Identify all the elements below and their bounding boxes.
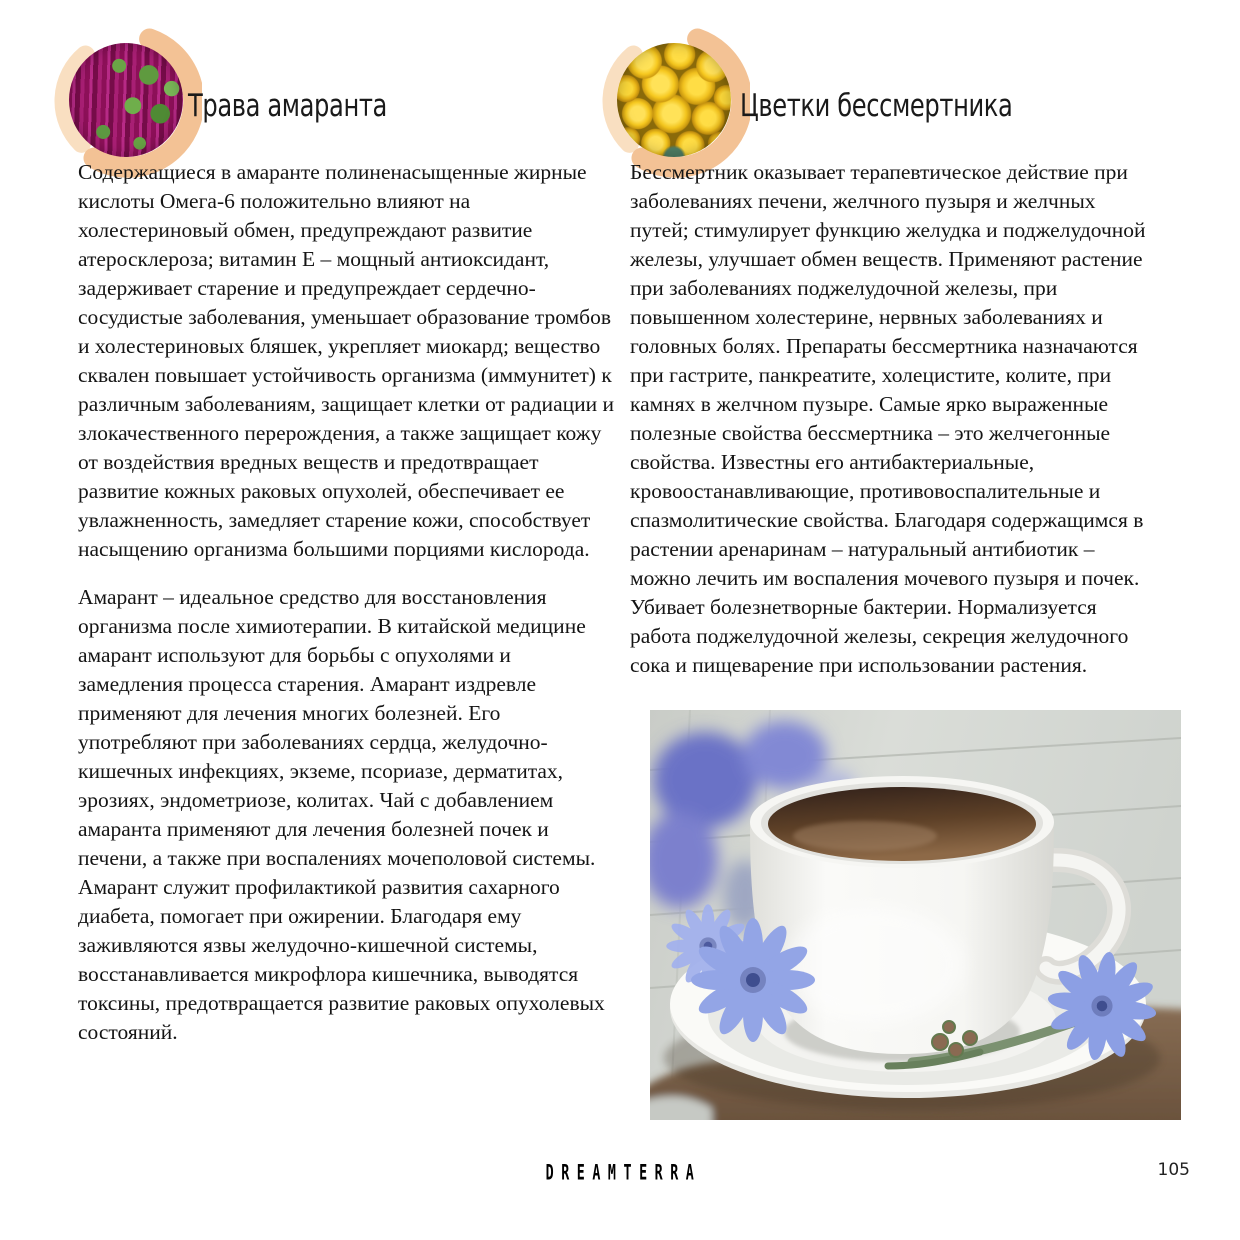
chicory-tea-cup-photo — [650, 710, 1181, 1120]
immortelle-photo — [617, 43, 731, 157]
page-number: 105 — [1157, 1160, 1190, 1180]
left-section-title: Трава амаранта — [188, 88, 387, 124]
brand-logo — [0, 1157, 1240, 1189]
paragraph: Бессмертник оказывает терапевтическое действие при заболеваниях печени, желчного пузыря и желчных путей; стимулирует функцию желудка и поджелудочной железы, улучшает обмен веществ. Применяют растение при заболеваниях поджелудочной железы, при повышенном холестерине, нервных заболеваниях и головных болях. Препараты бессмертника назначаются при гастрите, панкреатите, холецистите, колите, при камнях в желчном пузыре. Самые ярко выраженные полезные свойства бессмертника – это желчегонные свойства. Известны его антибактериальные, кровоостанавливающие, противовоспалительные и спазмолитические свойства. Благодаря содержащимся в растении аренаринам – натуральный антибиотик – можно лечить им воспаления мочевого пузыря и почек. Убивает болезнетворные бактерии. Нормализуется работа поджелудочной железы, секреция желудочного сока и пищеварение при использовании растения. — [630, 160, 1146, 677]
left-column-text — [78, 158, 614, 1066]
right-section-title: Цветки бессмертника — [740, 88, 1013, 124]
amaranth-photo — [69, 43, 183, 157]
brand-logo-text: DREAMTERRA — [545, 1161, 702, 1185]
paragraph: Амарант – идеальное средство для восстановления организма после химиотерапии. В китайской медицине амарант используют для борьбы с опухолями и замедления процесса старения. Амарант издревле применяют для лечения многих болезней. Его употребляют при заболеваниях сердца, желудочно-кишечных инфекциях, экземе, псориазе, дерматитах, эрозиях, эндометриозе, колитах. Чай с добавлением амаранта применяют для лечения болезней почек и печени, а также при воспалениях мочеполовой системы. Амарант служит профилактикой развития сахарного диабета, помогает при ожирении. Благодаря ему заживляются язвы желудочно-кишечной системы, восстанавливается микрофлора кишечника, выводятся токсины, предотвращается развитие раковых опухолевых состояний. — [78, 585, 605, 1044]
paragraph: Содержащиеся в амаранте полиненасыщенные жирные кислоты Омега-6 положительно влияют на холестериновый обмен, предупреждают развитие атеросклероза; витамин Е – мощный антиоксидант, задерживает старение и предупреждает сердечно-сосудистые заболевания, уменьшает образование тромбов и холестериновых бляшек, укрепляет миокард; вещество сквален повышает устойчивость организма (иммунитет) к различным заболеваниям, защищает клетки от радиации и злокачественного перерождения, а также защищает кожу от воздействия вредных веществ и предотвращает развитие кожных раковых опухолей, обеспечивает ее увлажненность, замедляет старение кожи, способствует насыщению организма большими порциями кислорода. — [78, 160, 615, 561]
right-column-text — [630, 158, 1158, 699]
